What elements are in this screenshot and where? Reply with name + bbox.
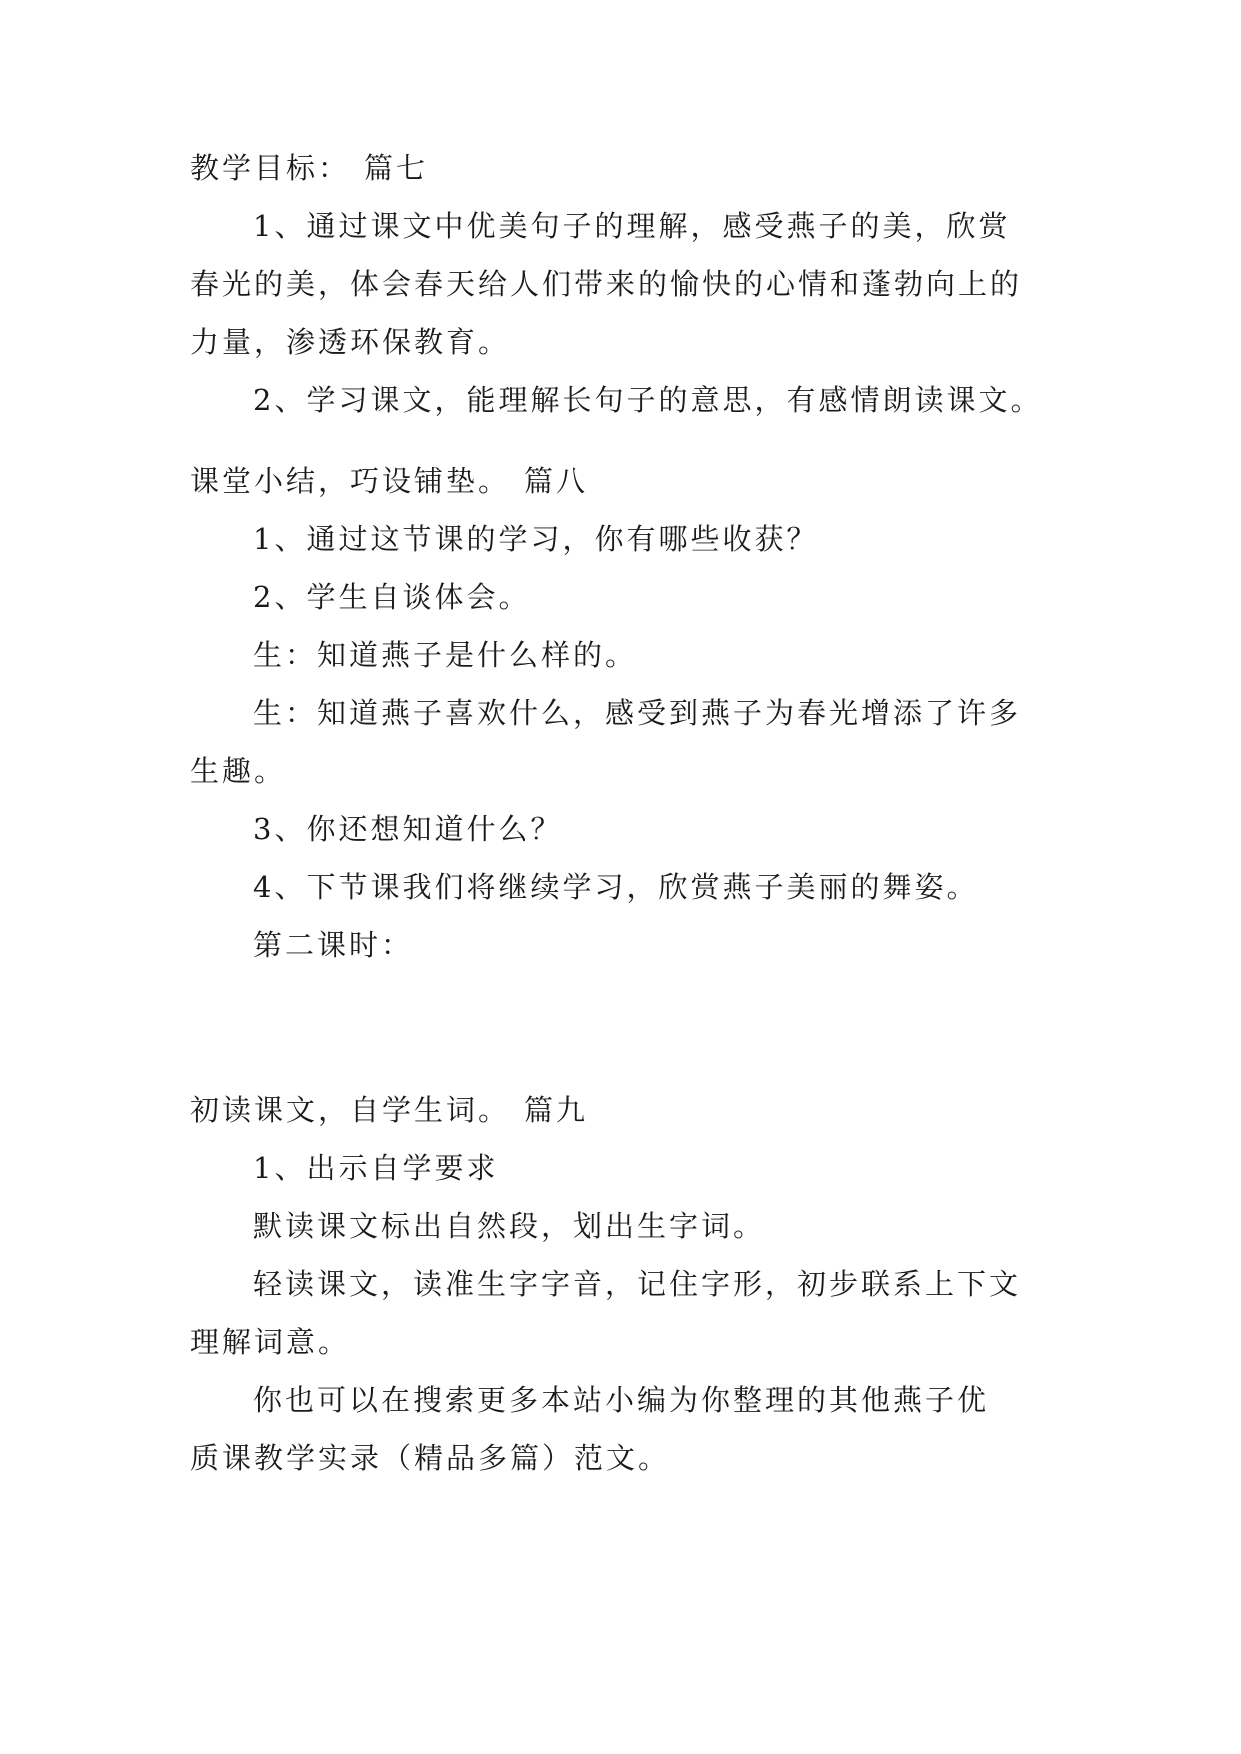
- heading-tag: 篇九: [524, 1093, 589, 1127]
- paragraph-line: 默读课文标出自然段，划出生字词。: [253, 1209, 766, 1243]
- paragraph-line: 2、学生自谈体会。: [253, 580, 531, 614]
- paragraph-line: 1、通过课文中优美句子的理解，感受燕子的美，欣赏: [253, 209, 1011, 243]
- paragraph-line: 生：知道燕子喜欢什么，感受到燕子为春光增添了许多: [253, 696, 1022, 730]
- section-heading: [190, 1081, 1070, 1139]
- paragraph-line: 3、你还想知道什么？: [253, 812, 563, 846]
- paragraph-line: 2、学习课文，能理解长句子的意思，有感情朗读课文。: [253, 383, 1043, 417]
- paragraph-line: 第二课时：: [253, 928, 414, 962]
- paragraph-line: 质课教学实录（精品多篇）范文。: [190, 1441, 671, 1475]
- section-heading: [190, 139, 1070, 197]
- paragraph-line: 轻读课文，读准生字字音，记住字形，初步联系上下文: [253, 1267, 1022, 1301]
- heading-tag: 篇七: [364, 151, 429, 185]
- section-objectives: [190, 139, 1070, 429]
- paragraph-line: 理解词意。: [190, 1325, 351, 1359]
- paragraph-line: 1、出示自学要求: [253, 1151, 499, 1185]
- heading-tag: 篇八: [524, 464, 589, 498]
- heading-text: 初读课文，自学生词。: [190, 1093, 511, 1127]
- paragraph-line: 你也可以在搜索更多本站小编为你整理的其他燕子优: [253, 1383, 990, 1417]
- paragraph-line: 力量，渗透环保教育。: [190, 325, 511, 359]
- paragraph-line: 1、通过这节课的学习，你有哪些收获？: [253, 522, 819, 556]
- section-summary: [190, 452, 1070, 974]
- paragraph-line: 生趣。: [190, 754, 287, 788]
- section-heading: [190, 452, 1070, 510]
- paragraph-line: 生：知道燕子是什么样的。: [253, 638, 638, 672]
- paragraph-line: 4、下节课我们将继续学习，欣赏燕子美丽的舞姿。: [253, 870, 979, 904]
- paragraph-line: 春光的美，体会春天给人们带来的愉快的心情和蓬勃向上的: [190, 267, 1023, 301]
- heading-text: 教学目标：: [190, 151, 351, 185]
- heading-text: 课堂小结，巧设铺垫。: [190, 464, 511, 498]
- section-first-reading: [190, 1081, 1070, 1487]
